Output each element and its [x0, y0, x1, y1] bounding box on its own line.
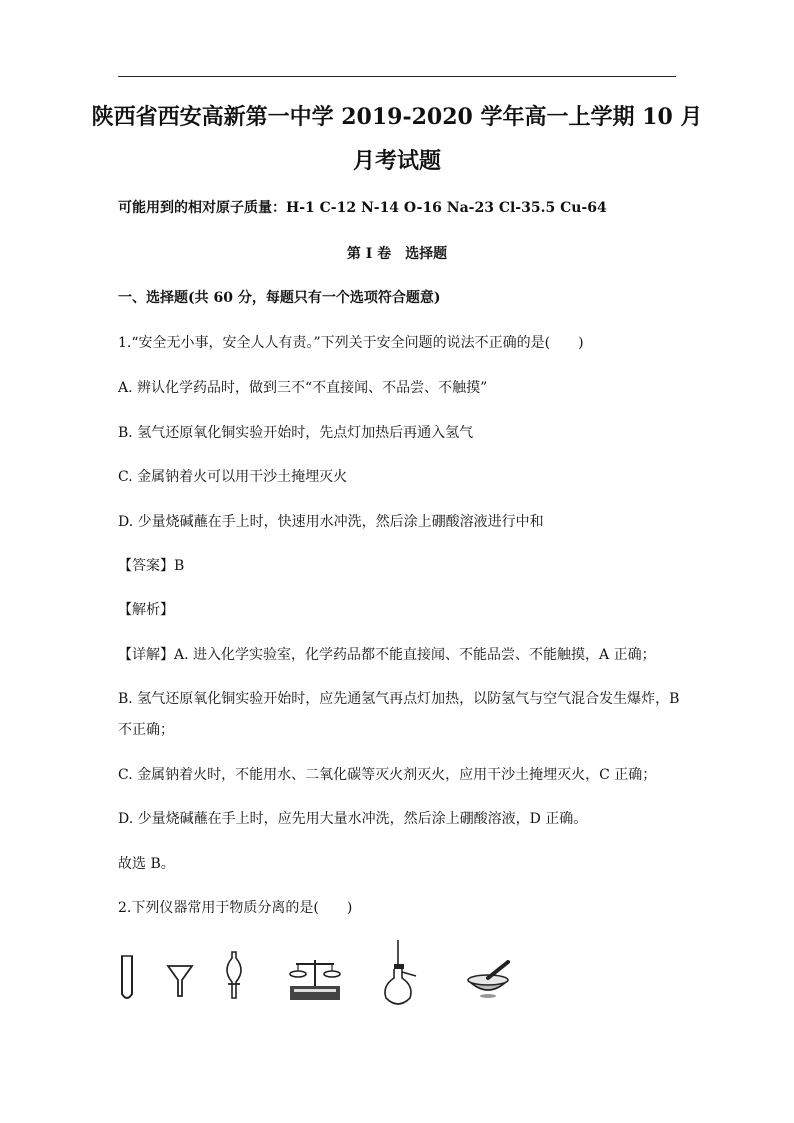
question-1-detail-c: C. 金属钠着火时，不能用水、二氧化碳等灭火剂灭火，应用干沙土掩埋灭火，C 正确；	[118, 767, 657, 783]
part-heading: 一、选择题(共 60 分，每题只有一个选项符合题意)	[118, 290, 441, 306]
page-title-line2: 月考试题	[352, 148, 441, 174]
atomic-masses: 可能用到的相对原子质量：H-1 C-12 N-14 O-16 Na-23 Cl-35.5 Cu-64	[118, 200, 607, 216]
question-1-option-c: C. 金属钠着火可以用干沙土掩埋灭火	[118, 469, 348, 485]
question-1-answer: 【答案】B	[118, 558, 185, 574]
mortar-pestle-icon	[464, 940, 512, 1004]
question-1-detail-d: D. 少量烧碱蘸在手上时，应先用大量水冲洗，然后涂上硼酸溶液，D 正确。	[118, 811, 588, 827]
balance-icon	[286, 940, 344, 1004]
question-1-conclusion: 故选 B。	[118, 856, 175, 872]
funnel-icon	[166, 940, 194, 1004]
distillation-flask-icon	[380, 940, 420, 1012]
question-1-detail-b-cont: 不正确；	[118, 722, 174, 738]
question-1-option-a: A. 辨认化学药品时，做到三不“不直接闻、不品尝、不触摸”	[118, 380, 488, 396]
question-1-detail-a: 【详解】A. 进入化学实验室，化学药品都不能直接闻、不能品尝、不能触摸，A 正确；	[118, 647, 656, 663]
question-2-stem: 2.下列仪器常用于物质分离的是( )	[118, 900, 353, 916]
question-1-detail-b: B. 氢气还原氧化铜实验开始时，应先通氢气再点灯加热，以防氢气与空气混合发生爆炸，B	[118, 691, 680, 707]
question-1-analysis-label: 【解析】	[118, 602, 174, 618]
instrument-images	[118, 940, 538, 1012]
test-tube-icon	[118, 940, 136, 1004]
section-heading: 第 I 卷 选择题	[346, 246, 448, 262]
question-1-option-d: D. 少量烧碱蘸在手上时，快速用水冲洗，然后涂上硼酸溶液进行中和	[118, 514, 544, 530]
separatory-funnel-icon	[220, 940, 248, 1004]
page-title-line1: 陕西省西安高新第一中学 2019-2020 学年高一上学期 10 月	[91, 104, 703, 130]
question-1-option-b: B. 氢气还原氧化铜实验开始时，先点灯加热后再通入氢气	[118, 425, 474, 441]
question-1-stem: 1.“安全无小事，安全人人有责。”下列关于安全问题的说法不正确的是( )	[118, 335, 584, 351]
header-rule	[118, 76, 676, 77]
